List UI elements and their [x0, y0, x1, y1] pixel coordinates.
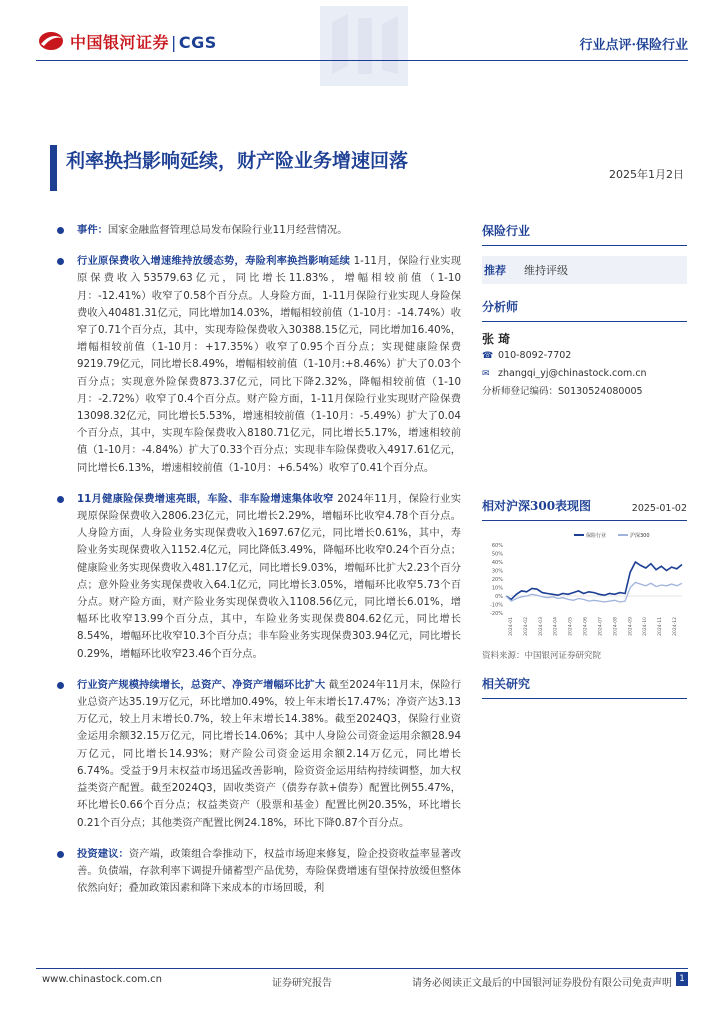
page-number: 1: [676, 972, 688, 986]
bullet-icon: [57, 227, 64, 234]
email-address[interactable]: zhangqi_yj@chinastock.com.cn: [498, 368, 647, 379]
logo-separator: |: [171, 33, 177, 52]
chart-header: [482, 497, 687, 521]
chart-source: 资料来源：中国银河证券研究院: [482, 651, 602, 661]
x-tick-label: 2024-03: [538, 617, 544, 636]
company-logo-text: [70, 30, 217, 53]
x-tick-label: 2024-05: [568, 617, 574, 636]
report-title: 利率换挡影响延续，财产险业务增速回落: [66, 150, 409, 172]
section-paragraph: [77, 222, 461, 239]
performance-chart: [482, 527, 687, 647]
footer-url[interactable]: www.chinastock.com.cn: [42, 974, 162, 985]
section-body: 2024年11月，保险行业实现原保险保费收入2806.23亿元，同比增长2.29%，增幅环比收窄4.78个百分点。人身险方面，人身险业务实现保费收入1697.67亿元，同比增长0.61%，其中，寿险业务实现保费收入1152.4亿元，同比降低3.49%，降幅环比收窄0.24个百分点；健康险业务实现保费收入481.17亿元，同比增长9.03%，增幅环比扩大2.23个百分点；意外险业务实现保费收入64.1亿元，同比增长3.05%，增幅环比收窄5.73个百分点。财产险方面，财产险业务实现保费收入1108.56亿元，同比增长6.01%，增幅环比收窄13.99个百分点，其中，车险业务实现保费804.62亿元，同比增长8.54%，增幅环比收窄10.3个百分点；非车险业务实现保费303.94亿元，同比增长0.29%，增幅环比收窄23.46个百分点。: [77, 492, 462, 660]
bullet-icon: [57, 496, 64, 503]
x-tick-label: 2024-08: [613, 617, 619, 636]
y-tick-label: -20%: [490, 611, 503, 617]
x-tick-label: 2024-10: [643, 617, 649, 636]
x-tick-label: 2024-09: [628, 617, 634, 636]
section-lead: 行业原保费收入增速维持放缓态势，寿险利率换挡影响延续: [77, 255, 351, 268]
footer-report-label: 证券研究报告: [272, 978, 332, 989]
y-tick-label: 0%: [495, 594, 503, 600]
section-paragraph: [77, 846, 461, 898]
section-paragraph: [77, 491, 461, 663]
legend-label: 沪深300: [630, 533, 650, 539]
y-tick-label: 30%: [491, 568, 503, 575]
section-body: 1-11月，保险行业实现原保费收入53579.63亿元，同比增长11.83%，增幅相较前值（1-10月：-12.41%）收窄了0.58个百分点。人身险方面，1-11月保险行业实现人身险保费收入40481.31亿元，同比增加14.03%，增幅相较前值（1-10月：-14.74%）收窄了0.71个百分点，其中，实现寿险保费收入30388.15亿元，同比增加16.40%，增幅相较前值（1-10月：+17.35%）收窄了0.95个百分点；实现健康险保费9219.79亿元，同比增长8.49%，增幅相较前值（1-10月:+8.46%）扩大了0.03个百分点；实现意外险保费873.37亿元，同比下降2.32%，降幅相较前值（1-10月：-2.72%）收窄了0.4个百分点。财产险方面，1-11月保险行业实现财产险保费13098.32亿元，同比增长5.53%，增速相较前值（1-10月：-5.49%）扩大了0.04个百分点，其中，实现车险保费收入8180.71亿元，同比增长5.17%，增速相较前值（1-10月：-4.84%）扩大了0.33个百分点；实现非车险保费收入4917.61亿元，同比增长6.13%，增速相较前值（1-10月：+6.54%）收窄了0.41个百分点。: [77, 255, 461, 474]
section-paragraph: [77, 253, 461, 477]
bullet-icon: [57, 258, 64, 265]
main-content: [55, 222, 461, 911]
reg-row: [482, 383, 687, 401]
title-accent-bar: [50, 145, 57, 191]
x-tick-label: 2024-06: [583, 617, 589, 636]
phone-icon: ☎: [482, 351, 494, 361]
company-logo-icon: [38, 30, 64, 52]
rating-label: 推荐: [484, 264, 506, 277]
rating-row: [482, 256, 687, 284]
y-tick-label: 40%: [491, 560, 503, 566]
section-body: 截至2024年11月末，保险行业总资产达35.19万亿元，环比增加0.49%，较上年末增长17.47%；净资产达3.13万亿元，较上月末增长0.7%，较上年末增长14.38%。截至2024Q3，保险行业资金运用余额32.15万亿元，同比增长14.06%；其中人身险公司资金运用余额28.94万亿元，同比增长14.93%；财产险公司资金运用余额2.14万亿元，同比增长6.74%。受益于9月末权益市场迅猛改善影响，险资资金运用结构持续调整，加大权益类资产配置。截至2024Q3，固收类资产（债券存款+债券）配置比例55.47%，环比增长0.66个百分点；权益类资产（股票和基金）配置比例20.35%，环比增长0.21个百分点；其他类资产配置比例24.18%，环比下降0.87个百分点。: [77, 678, 462, 829]
phone-row: [482, 347, 687, 365]
section-body: 国家金融监督管理总局发布保险行业11月经营情况。: [107, 224, 348, 236]
section-assets: [55, 677, 461, 832]
footer-disclaimer: 请务必阅读正文最后的中国银河证券股份有限公司免责声明: [412, 978, 672, 989]
section-lead: 11月健康险保费增速亮眼，车险、非车险增速集体收窄: [77, 492, 334, 505]
y-tick-label: 50%: [491, 551, 503, 558]
cgs-watermark-icon: [318, 4, 410, 88]
section-premium-income: [55, 253, 461, 477]
section-body: 资产端，政策组合拳推动下，权益市场迎来修复，险企投资收益率显著改善。负债端，存款利率下调提升储蓄型产品优势，寿险保费增速有望保持放缓但整体依然向好；叠加政策因素和降下来成本的市场回暖，利: [77, 847, 462, 895]
y-tick-label: 60%: [491, 543, 503, 549]
industry-title: 保险行业: [482, 222, 687, 246]
footer-divider: [36, 968, 688, 969]
sidebar: [482, 222, 687, 699]
logo-en: CGS: [178, 33, 217, 52]
phone-number: 010-8092-7702: [498, 350, 572, 361]
x-tick-label: 2024-02: [523, 617, 529, 636]
section-investment-advice: [55, 846, 461, 898]
y-tick-label: 20%: [491, 577, 503, 583]
x-tick-label: 2024-04: [553, 617, 559, 636]
section-lead: 行业资产规模持续增长，总资产、净资产增幅环比扩大: [77, 678, 326, 691]
x-tick-label: 2024-11: [658, 617, 664, 636]
y-tick-label: -10%: [490, 602, 503, 609]
email-icon: ✉: [482, 369, 490, 379]
chart-title: 相对沪深300表现图: [482, 499, 592, 513]
bullet-icon: [57, 851, 64, 858]
bullet-icon: [57, 682, 64, 689]
logo-cn: 中国银河证券: [70, 33, 170, 52]
x-tick-label: 2024-12: [673, 617, 678, 636]
section-november: [55, 491, 461, 663]
report-type-tag: 行业点评·保险行业: [579, 38, 688, 53]
section-lead: 投资建议：: [77, 847, 129, 860]
chart-date: 2025-01-02: [631, 503, 687, 514]
related-research-title: 相关研究: [482, 675, 687, 699]
analyst-name: 张 琦: [482, 332, 511, 346]
x-tick-label: 2024-07: [598, 617, 604, 636]
analyst-title: 分析师: [482, 298, 687, 322]
legend-label: 保险行业: [586, 533, 607, 539]
email-row: [482, 365, 687, 383]
x-tick-label: 2024-01: [509, 617, 514, 636]
rating-value: 维持评级: [524, 264, 568, 277]
y-tick-label: 10%: [491, 585, 503, 592]
report-date: 2025年1月2日: [609, 168, 684, 181]
section-lead: 事件：: [77, 224, 108, 236]
header-divider: [36, 60, 688, 61]
section-event: [55, 222, 461, 239]
registration-number: 分析师登记编码：S0130524080005: [482, 386, 643, 397]
section-paragraph: [77, 677, 461, 832]
